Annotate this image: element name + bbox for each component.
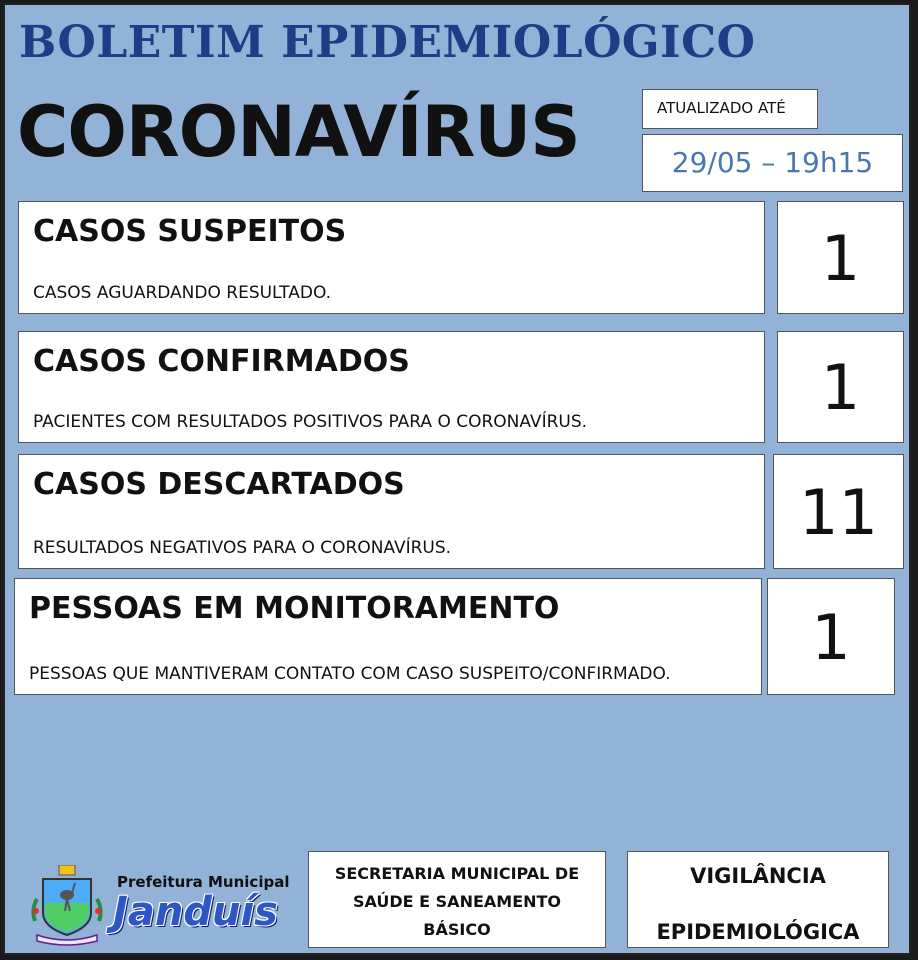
count-monitoring: 1 [767,578,895,695]
count-confirmed: 1 [777,331,904,443]
card-description: PESSOAS QUE MANTIVERAM CONTATO COM CASO SUSPEITO/CONFIRMADO. [29,664,671,684]
bulletin-board [3,3,911,955]
municipal-logo [27,865,290,947]
coat-of-arms-icon [27,865,107,947]
card-description: RESULTADOS NEGATIVOS PARA O CORONAVÍRUS. [33,538,452,558]
main-title: CORONAVÍRUS [17,91,580,173]
vigilancia-line: VIGILÂNCIA [690,864,826,888]
vigilancia-box [627,851,889,948]
vigilancia-line: EPIDEMIOLÓGICA [656,920,860,944]
card-discarded [18,454,765,569]
card-title: CASOS CONFIRMADOS [33,344,410,379]
logo-line1: Prefeitura Municipal [117,873,290,891]
bulletin-title: BOLETIM EPIDEMIOLÓGICO [19,17,756,68]
card-suspected [18,201,765,314]
count-discarded: 11 [773,454,904,569]
card-description: PACIENTES COM RESULTADOS POSITIVOS PARA O CORONAVÍRUS. [33,412,588,432]
card-title: CASOS DESCARTADOS [33,467,405,502]
card-title: PESSOAS EM MONITORAMENTO [29,591,560,626]
logo-line2: Janduís [113,889,278,935]
count-suspected: 1 [777,201,904,314]
card-confirmed [18,331,765,443]
update-label: ATUALIZADO ATÉ [642,89,818,129]
card-monitoring [14,578,762,695]
update-value: 29/05 – 19h15 [642,134,903,192]
card-title: CASOS SUSPEITOS [33,214,347,249]
card-description: CASOS AGUARDANDO RESULTADO. [33,283,332,303]
secretaria-line: BÁSICO [423,920,491,939]
secretaria-box [308,851,606,948]
secretaria-line: SAÚDE E SANEAMENTO [352,892,562,911]
secretaria-line: SECRETARIA MUNICIPAL DE [334,864,580,883]
